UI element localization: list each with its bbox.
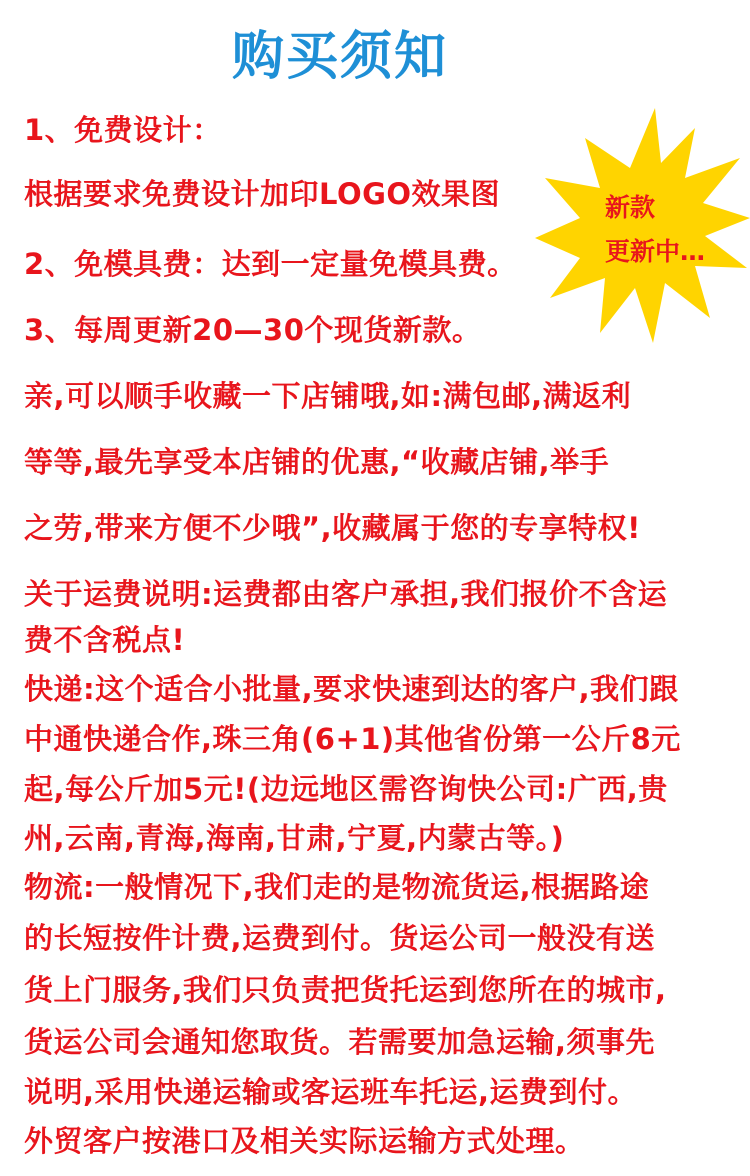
notice-line: 外贸客户按港口及相关实际运输方式处理。 — [24, 1124, 585, 1158]
notice-line: 等等,最先享受本店铺的优惠,“收藏店铺,举手 — [24, 445, 610, 479]
notice-line: 货上门服务,我们只负责把货托运到您所在的城市, — [24, 973, 667, 1007]
badge-line-1: 新款 — [605, 193, 656, 222]
notice-line: 快递:这个适合小批量,要求快速到达的客户,我们跟 — [24, 672, 679, 706]
notice-line: 物流:一般情况下,我们走的是物流货运,根据路途 — [24, 870, 650, 904]
notice-line: 3、每周更新20—30个现货新款。 — [24, 313, 482, 347]
notice-line: 关于运费说明:运费都由客户承担,我们报价不含运 — [24, 577, 668, 611]
notice-line: 起,每公斤加5元!(边远地区需咨询快公司:广西,贵 — [24, 772, 668, 806]
badge-line-2: 更新中… — [605, 237, 706, 266]
notice-line: 中通快递合作,珠三角(6+1)其他省份第一公斤8元 — [24, 722, 681, 756]
notice-line: 1、免费设计： — [24, 113, 222, 147]
notice-line: 货运公司会通知您取货。若需要加急运输,须事先 — [24, 1025, 656, 1059]
notice-line: 亲,可以顺手收藏一下店铺哦,如:满包邮,满返利 — [24, 379, 632, 413]
page-title: 购买须知 — [231, 27, 448, 87]
notice-line: 州,云南,青海,海南,甘肃,宁夏,内蒙古等。) — [24, 821, 565, 855]
notice-line: 说明,采用快递运输或客运班车托运,运费到付。 — [24, 1075, 638, 1109]
notice-line: 的长短按件计费,运费到付。货运公司一般没有送 — [24, 921, 656, 955]
notice-line: 2、免模具费：达到一定量免模具费。 — [24, 247, 517, 281]
starburst-badge — [535, 108, 750, 343]
notice-line: 之劳,带来方便不少哦”,收藏属于您的专享特权! — [24, 511, 641, 545]
notice-line: 费不含税点! — [24, 623, 186, 657]
notice-line: 根据要求免费设计加印LOGO效果图 — [24, 177, 501, 211]
starburst-shape — [535, 108, 750, 343]
